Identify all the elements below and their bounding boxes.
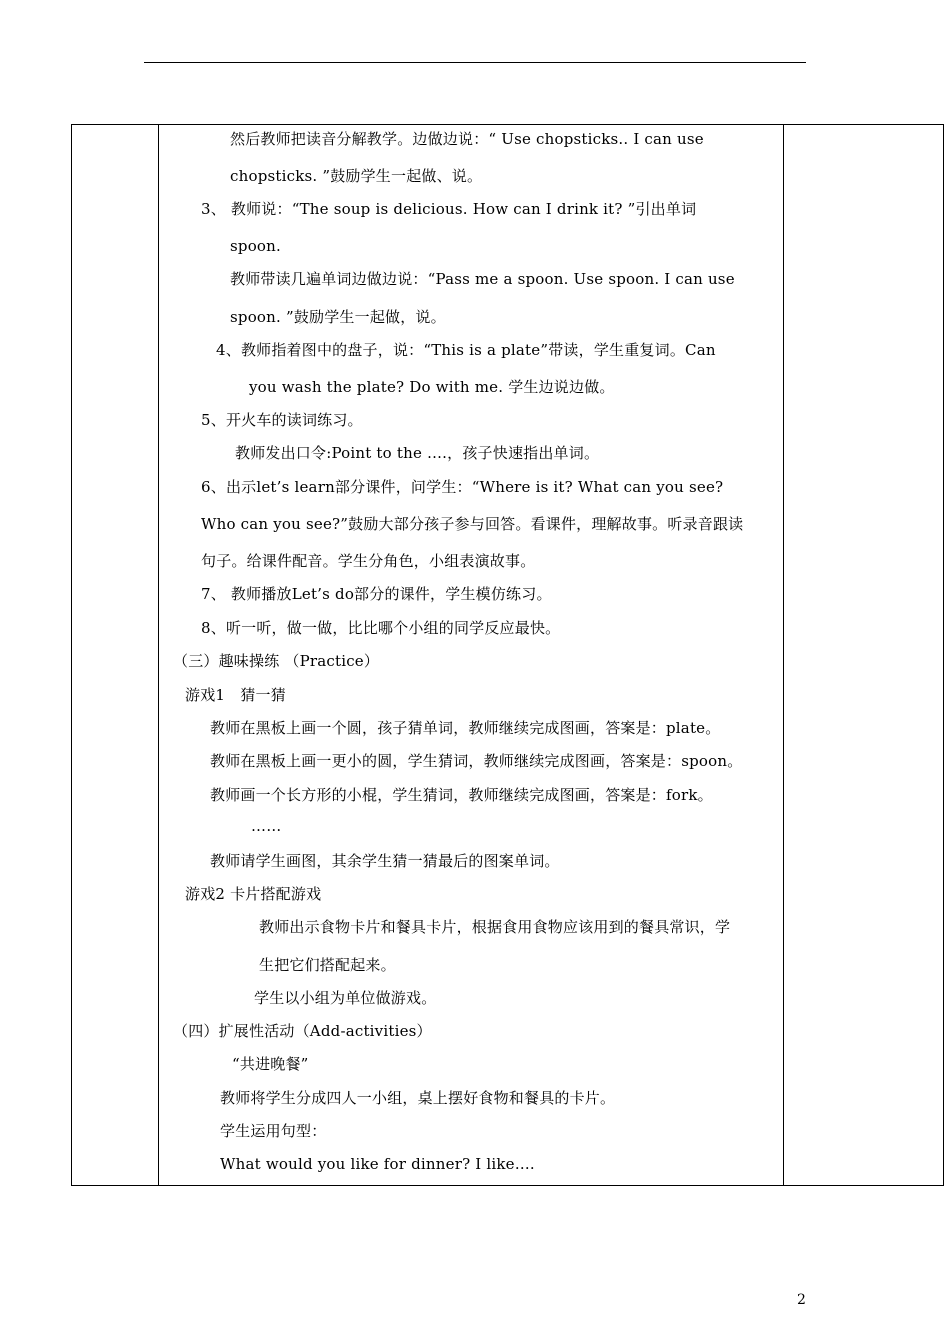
content-line: Who can you see?”鼓励大部分孩子参与回答。看课件，理解故事。听录音跟读 bbox=[201, 515, 744, 533]
content-line: 然后教师把读音分解教学。边做边说：“ Use chopsticks.. I can use bbox=[230, 130, 704, 148]
content-line: 生把它们搭配起来。 bbox=[259, 956, 396, 974]
left-column-divider bbox=[158, 125, 159, 1185]
content-line: 教师发出口令:Point to the ….，孩子快速指出单词。 bbox=[235, 444, 600, 462]
content-line: chopsticks. ”鼓励学生一起做、说。 bbox=[230, 167, 483, 185]
content-line: What would you like for dinner? I like…. bbox=[220, 1155, 535, 1173]
content-line: 教师在黑板上画一个圆，孩子猜单词，教师继续完成图画，答案是：plate。 bbox=[210, 719, 721, 737]
section-heading: （三）趣味操练 （Practice） bbox=[173, 652, 380, 670]
right-column-divider bbox=[783, 125, 784, 1185]
content-line: 教师在黑板上画一更小的圆，学生猜词，教师继续完成图画，答案是：spoon。 bbox=[210, 752, 743, 770]
content-line: you wash the plate? Do with me. 学生边说边做。 bbox=[249, 378, 615, 396]
content-line: 3、 教师说：“The soup is delicious. How can I drink it? ”引出单词 bbox=[201, 200, 697, 218]
game-heading: 游戏2 卡片搭配游戏 bbox=[185, 885, 322, 903]
content-line: 教师请学生画图，其余学生猜一猜最后的图案单词。 bbox=[210, 852, 560, 870]
content-line: spoon. bbox=[230, 237, 281, 255]
ellipsis-line: …… bbox=[251, 817, 282, 835]
content-line: 6、出示let’s learn部分课件，问学生：“Where is it? What can you see? bbox=[201, 478, 724, 496]
content-line: 7、 教师播放Let’s do部分的课件，学生模仿练习。 bbox=[201, 585, 552, 603]
content-line: 4、教师指着图中的盘子，说：“This is a plate”带读，学生重复词。Can bbox=[216, 341, 716, 359]
content-line: 句子。给课件配音。学生分角色，小组表演故事。 bbox=[201, 552, 536, 570]
content-line: 5、开火车的读词练习。 bbox=[201, 411, 363, 429]
content-line: 教师出示食物卡片和餐具卡片，根据食用食物应该用到的餐具常识，学 bbox=[259, 918, 731, 936]
header-rule bbox=[144, 62, 806, 63]
game-heading: 游戏1 猜一猜 bbox=[185, 686, 286, 704]
content-line: 学生以小组为单位做游戏。 bbox=[254, 989, 437, 1007]
content-line: 教师带读几遍单词边做边说：“Pass me a spoon. Use spoon. I can use bbox=[230, 270, 735, 288]
content-line: 学生运用句型： bbox=[220, 1122, 327, 1140]
content-line: spoon. ”鼓励学生一起做，说。 bbox=[230, 308, 446, 326]
page-number: 2 bbox=[797, 1292, 806, 1308]
activity-title: “共进晚餐” bbox=[232, 1055, 309, 1073]
content-line: 8、听一听，做一做，比比哪个小组的同学反应最快。 bbox=[201, 619, 561, 637]
section-heading: （四）扩展性活动（Add-activities） bbox=[173, 1022, 432, 1040]
content-line: 教师画一个长方形的小棍，学生猜词，教师继续完成图画，答案是：fork。 bbox=[210, 786, 713, 804]
content-line: 教师将学生分成四人一小组，桌上摆好食物和餐具的卡片。 bbox=[220, 1089, 616, 1107]
